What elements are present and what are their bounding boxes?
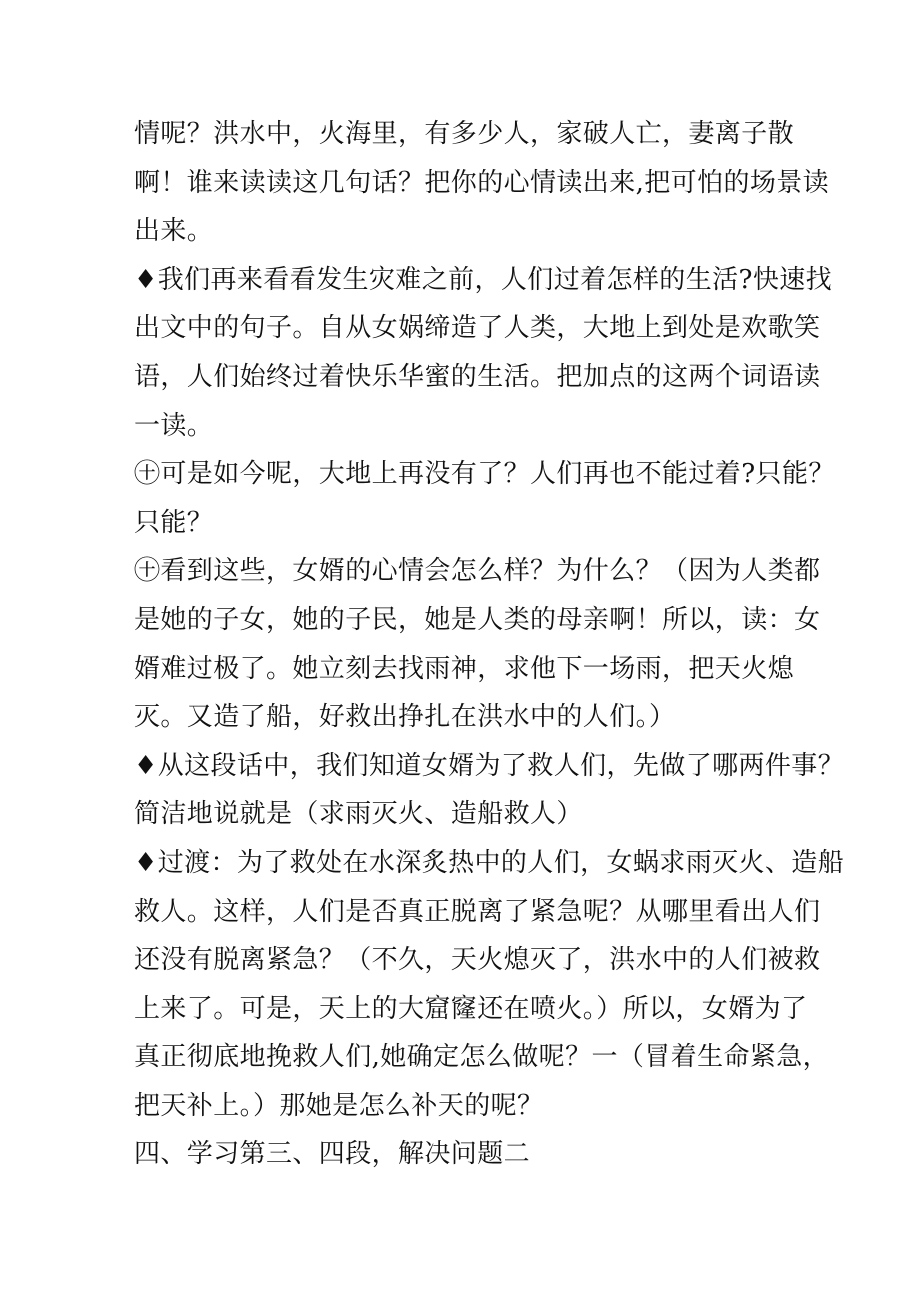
text-line: 是她的子女，她的子民，她是人类的母亲啊！所以，读：女 bbox=[134, 604, 821, 635]
text-line: 语，人们始终过着快乐华蜜的生活。把加点的这两个词语读 bbox=[134, 361, 821, 392]
section-heading: 四、学习第三、四段，解决问题二 bbox=[134, 1139, 531, 1170]
text-line: 把天补上。）那她是怎么补天的呢？ bbox=[134, 1090, 544, 1121]
text-line: 出来。 bbox=[134, 216, 214, 247]
text-line: ㊉看到这些，女婿的心情会怎么样？为什么？（因为人类都 bbox=[134, 556, 821, 587]
text-line: ♦过渡：为了救处在水深炙热中的人们，女蜗求雨灭火、造船 bbox=[134, 847, 845, 878]
document-body bbox=[134, 110, 845, 1179]
text-line: 上来了。可是，天上的大窟窿还在喷火。）所以，女婿为了 bbox=[134, 993, 808, 1024]
text-line: 啊！谁来读读这几句话？把你的心情读出来,把可怕的场景读 bbox=[134, 167, 830, 198]
text-line: ㊉可是如今呢，大地上再没有了？人们再也不能过着?只能？ bbox=[134, 459, 835, 490]
text-line: 情呢？洪水中，火海里，有多少人，家破人亡，妻离子散 bbox=[134, 119, 795, 149]
text-line: ♦从这段话中，我们知道女婿为了救人们，先做了哪两件事？ bbox=[134, 750, 845, 781]
text-line: 灭。又造了船，好救出挣扎在洪水中的人们。） bbox=[134, 702, 676, 733]
text-line: 只能？ bbox=[134, 507, 214, 538]
text-line: 真正彻底地挽救人们,她确定怎么做呢？一（冒着生命紧急， bbox=[134, 1042, 830, 1073]
text-line: 一读。 bbox=[134, 410, 214, 441]
text-line: 救人。这样，人们是否真正脱离了紧急呢？从哪里看出人们 bbox=[134, 896, 821, 927]
text-line: ♦我们再来看看发生灾难之前，人们过着怎样的生活?快速找 bbox=[134, 264, 833, 295]
text-line: 出文中的句子。自从女娲缔造了人类，大地上到处是欢歌笑 bbox=[134, 313, 821, 344]
text-line: 简洁地说就是（求雨灭火、造船救人） bbox=[134, 799, 583, 830]
text-line: 还没有脱离紧急？（不久，天火熄灭了，洪水中的人们被救 bbox=[134, 945, 821, 976]
text-line: 婿难过极了。她立刻去找雨神，求他下一场雨，把天火熄 bbox=[134, 653, 795, 684]
